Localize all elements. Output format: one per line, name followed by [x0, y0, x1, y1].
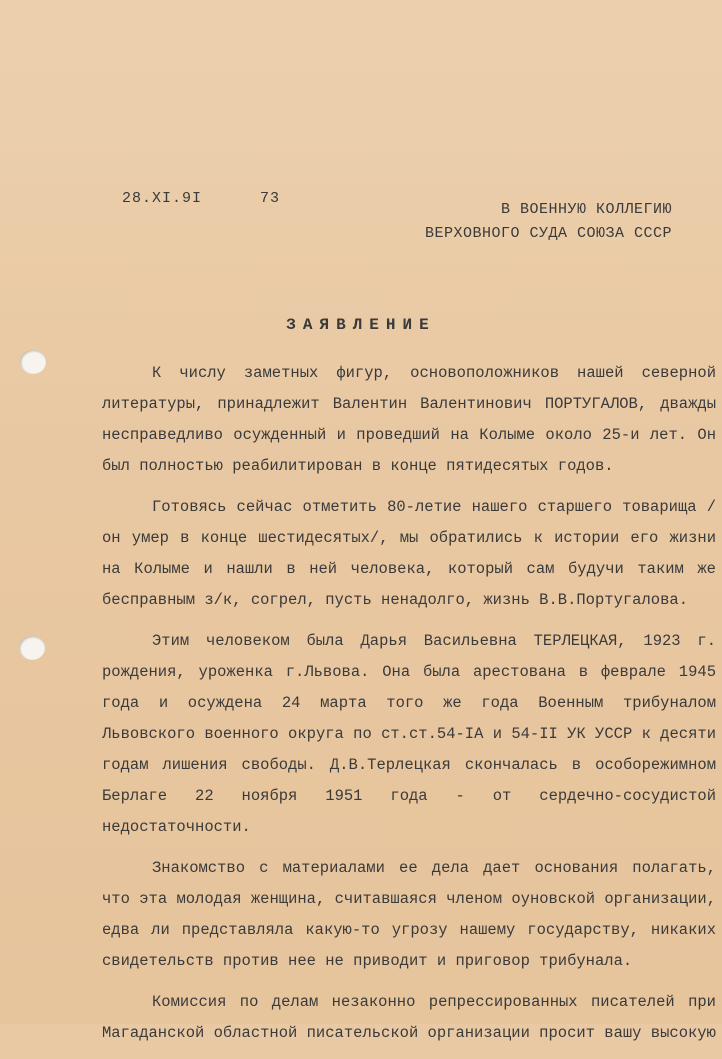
paragraph-2: Готовясь сейчас отметить 80-летие нашего старшего товарища /он умер в конце шестидесятых/, мы обратились к истории его жизни на Колыме и нашли в ней человека, который сам будучи таким же бесправным з/к, согрел, пусть ненадолго, жизнь В.В.Португалова.	[102, 498, 716, 609]
document-title: ЗАЯВЛЕНИЕ	[286, 316, 436, 334]
addressee-line-1: В ВОЕННУЮ КОЛЛЕГИЮ	[500, 201, 672, 218]
addressee	[425, 198, 672, 246]
paragraph-3: Этим человеком была Дарья Васильевна ТЕРЛЕЦКАЯ, 1923 г. рождения, уроженка г.Львова. Она была арестована в феврале 1945 года и осуждена 24 марта того же года Военным трибуналом Львовского военного округа по ст.ст.54-IA и 54-II УК УССР к десяти годам лишения свободы. Д.В.Терлецкая скончалась в особорежимном Берлаге 22 ноября 1951 года - от сердечно-сосудистой недостаточности.	[102, 632, 716, 836]
addressee-line-2: ВЕРХОВНОГО СУДА СОЮЗА СССР	[424, 225, 672, 242]
paragraph-5: Комиссия по делам незаконно репрессированных писателей при Магаданской областной писательской организации просит вашу высокую	[102, 993, 716, 1042]
punch-hole-bottom	[19, 636, 45, 660]
body-text	[102, 358, 716, 1059]
date-and-number	[122, 190, 280, 207]
punch-hole-top	[20, 350, 46, 374]
document-date: 28.XI.9I	[122, 190, 203, 207]
paragraph-4: Знакомство с материалами ее дела дает основания полагать, что эта молодая женщина, считавшаяся членом оуновской организации, едва ли представляла какую-то угрозу нашему государству, никаких свидетельств против нее не приводит и приговор трибунала.	[102, 859, 716, 970]
paragraph-1: К числу заметных фигур, основоположников нашей северной литературы, принадлежит Валентин Валентинович ПОРТУГАЛОВ, дважды несправедливо осужденный и проведший на Колыме около 25-и лет. Он был полностью реабилитирован в конце пятидесятых годов.	[102, 364, 716, 475]
document-number: 73	[260, 190, 281, 207]
